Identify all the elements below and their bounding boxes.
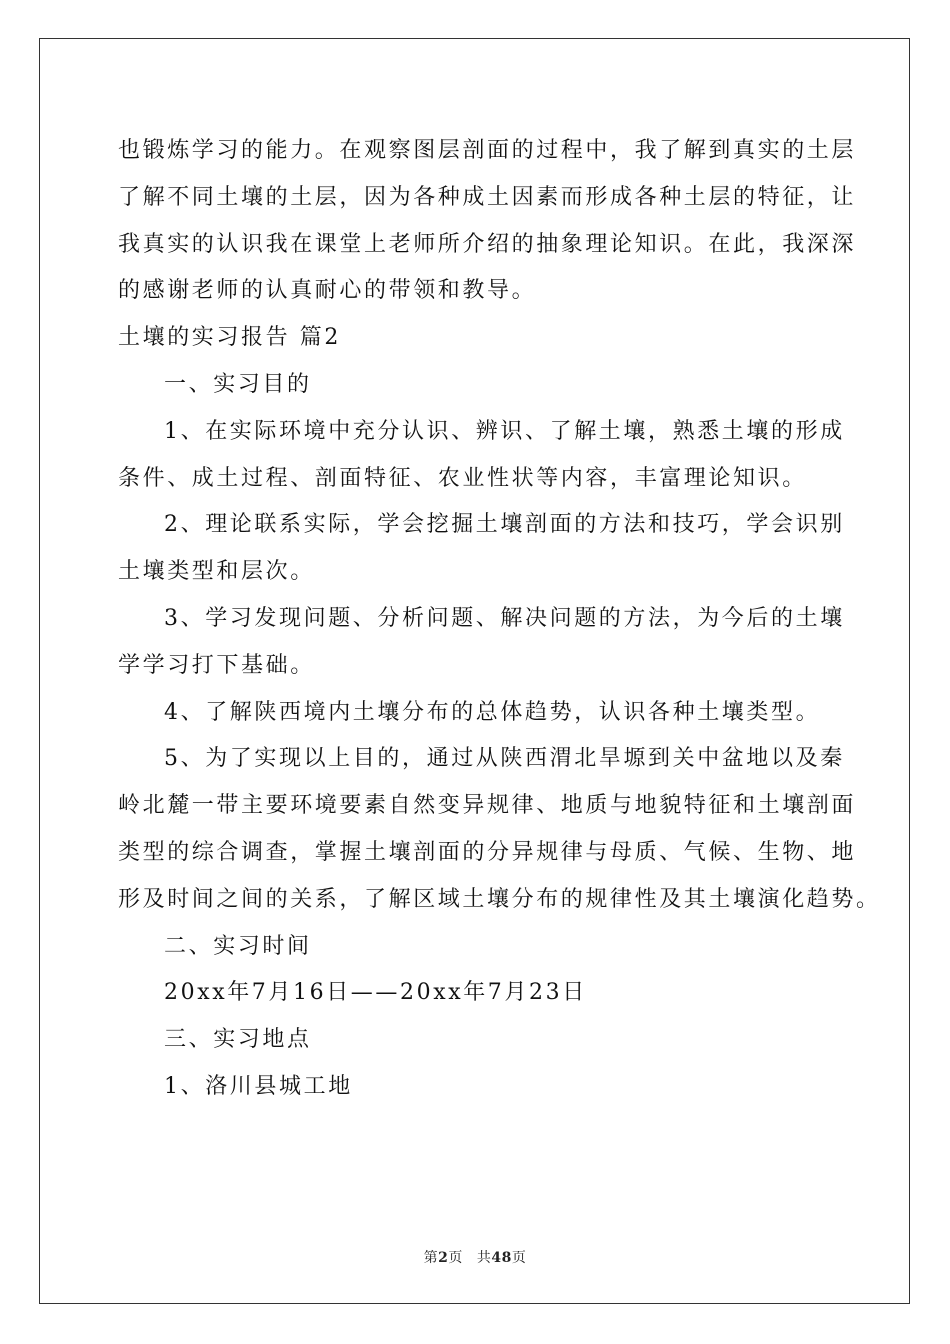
total-prefix: 共 [476,1250,492,1266]
document-body [118,128,881,1111]
total-suffix: 页 [511,1250,527,1266]
date-range: 20xx年7月16日——20xx年7月23日 [164,980,587,1006]
list-item-2: 2、理论联系实际，学会挖掘土壤剖面的方法和技巧，学会识别 [164,512,845,538]
page-footer [0,1247,950,1267]
total-pages: 48 [491,1250,512,1266]
paragraph-line: 了解不同土壤的土层，因为各种成土因素而形成各种土层的特征，让 [118,184,857,210]
list-item-1-cont: 条件、成土过程、剖面特征、农业性状等内容，丰富理论知识。 [118,465,807,491]
paragraph-line: 的感谢老师的认真耐心的带领和教导。 [118,278,537,304]
list-item-5-cont: 岭北麓一带主要环境要素自然变异规律、地质与地貌特征和土壤剖面 [118,793,857,819]
page-prefix: 第 [423,1250,439,1266]
location-item-1: 1、洛川县城工地 [164,1073,353,1099]
heading-time: 二、实习时间 [164,933,312,959]
list-item-5: 5、为了实现以上目的，通过从陕西渭北旱塬到关中盆地以及秦 [164,746,845,772]
list-item-1: 1、在实际环境中充分认识、辨识、了解土壤，熟悉土壤的形成 [164,418,845,444]
heading-purpose: 一、实习目的 [164,371,312,397]
list-item-2-cont: 土壤类型和层次。 [118,559,315,585]
list-item-5-cont: 形及时间之间的关系，了解区域土壤分布的规律性及其土壤演化趋势。 [118,886,881,912]
heading-location: 三、实习地点 [164,1027,312,1053]
list-item-3: 3、学习发现问题、分析问题、解决问题的方法，为今后的土壤 [164,605,845,631]
list-item-3-cont: 学学习打下基础。 [118,652,315,678]
paragraph-line: 我真实的认识我在课堂上老师所介绍的抽象理论知识。在此，我深深 [118,231,857,257]
section-title: 土壤的实习报告 篇2 [118,325,341,351]
paragraph-line: 也锻炼学习的能力。在观察图层剖面的过程中，我了解到真实的土层 [118,138,857,163]
page-suffix: 页 [448,1250,463,1266]
list-item-5-cont: 类型的综合调查，掌握土壤剖面的分异规律与母质、气候、生物、地 [118,839,857,865]
list-item-4: 4、了解陕西境内土壤分布的总体趋势，认识各种土壤类型。 [164,699,821,725]
page-number: 2 [438,1250,449,1266]
